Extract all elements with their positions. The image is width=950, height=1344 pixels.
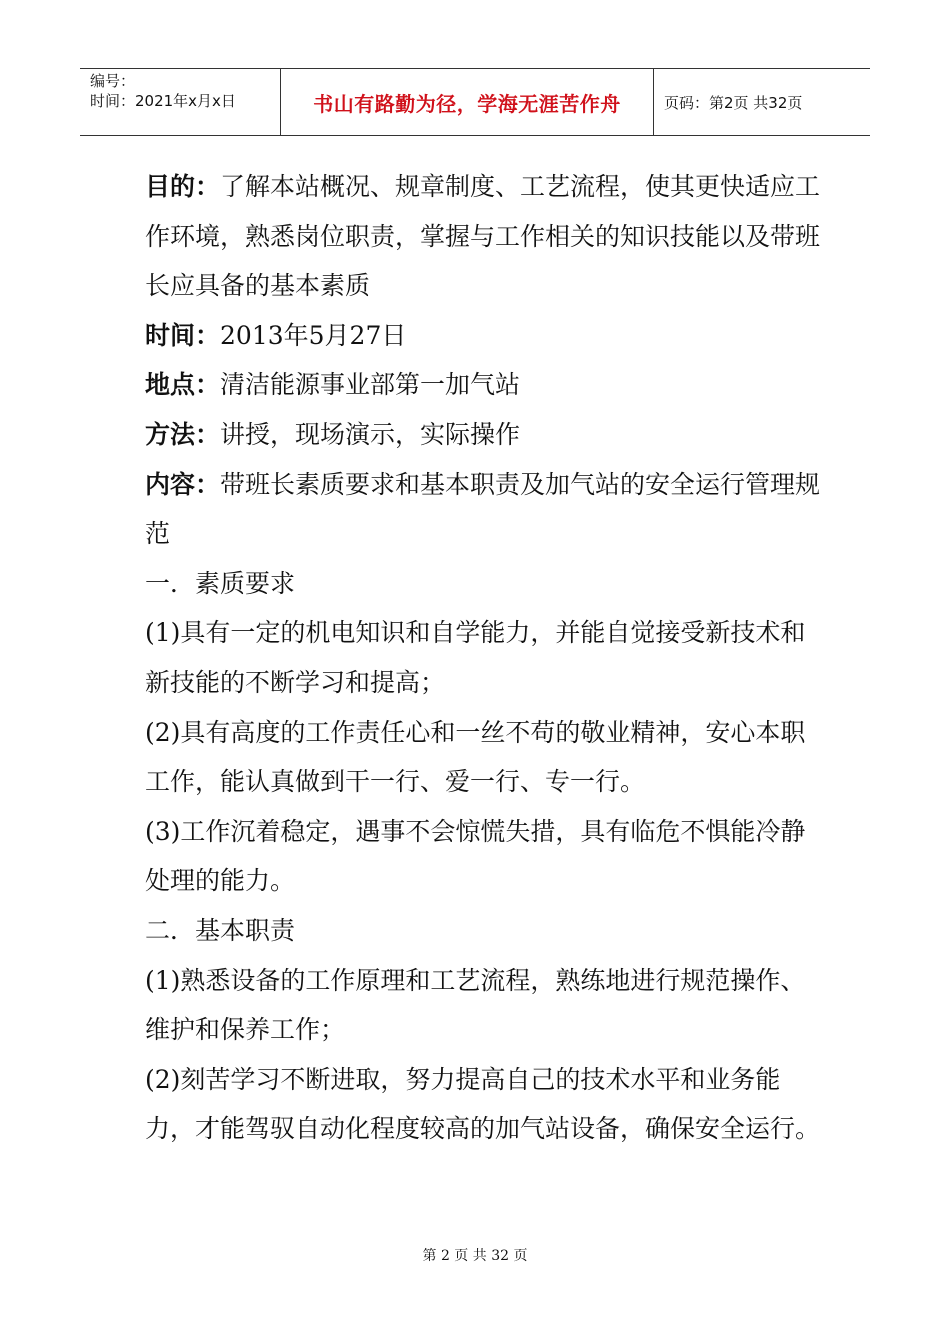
section1-item: (3)工作沉着稳定，遇事不会惊慌失措，具有临危不惧能冷静处理的能力。 (145, 816, 806, 896)
place-text: 清洁能源事业部第一加气站 (220, 370, 521, 400)
header-page-info: 页码：第2页 共32页 (664, 93, 803, 112)
header-time-label: 时间：2021年x月x日 (90, 92, 236, 110)
time-label: 时间： (145, 320, 221, 350)
header-slogan-cell (281, 69, 654, 135)
section2-item: (1)熟悉设备的工作原理和工艺流程，熟练地进行规范操作、维护和保养工作； (145, 965, 806, 1045)
header-slogan: 书山有路勤为径，学海无涯苦作舟 (313, 91, 621, 116)
place-label: 地点： (145, 370, 221, 400)
section2-item: (2)刻苦学习不断进取，努力提高自己的技术水平和业务能力，才能驾驭自动化程度较高的加气站设备，确保安全运行。 (145, 1064, 821, 1144)
place-paragraph (145, 360, 825, 410)
method-paragraph (145, 410, 825, 460)
content-label: 内容： (145, 469, 221, 499)
page-footer: 第 2 页 共 32 页 (422, 1248, 528, 1264)
content-paragraph (145, 460, 825, 559)
purpose-text: 了解本站概况、规章制度、工艺流程，使其更快适应工作环境，熟悉岗位职责，掌握与工作相关的知识技能以及带班长应具备的基本素质 (145, 172, 821, 301)
header-meta (80, 69, 281, 135)
purpose-paragraph (145, 162, 825, 311)
document-header (80, 68, 870, 136)
section2-title: 二．基本职责 (145, 915, 296, 945)
header-code-label: 编号： (90, 72, 136, 90)
content-text: 带班长素质要求和基本职责及加气站的安全运行管理规范 (145, 469, 821, 549)
time-text: 2013年5月27日 (220, 320, 407, 350)
document-body (145, 162, 825, 1154)
section1-item: (2)具有高度的工作责任心和一丝不苟的敬业精神，安心本职工作，能认真做到干一行、爱一行、专一行。 (145, 717, 806, 797)
method-text: 讲授，现场演示，实际操作 (220, 419, 521, 449)
header-page-cell (654, 69, 870, 135)
purpose-label: 目的： (145, 172, 221, 201)
method-label: 方法： (145, 419, 221, 449)
time-paragraph (145, 311, 825, 361)
section1-title: 一．素质要求 (145, 568, 296, 598)
section1-item: (1)具有一定的机电知识和自学能力，并能自觉接受新技术和新技能的不断学习和提高； (145, 618, 806, 697)
